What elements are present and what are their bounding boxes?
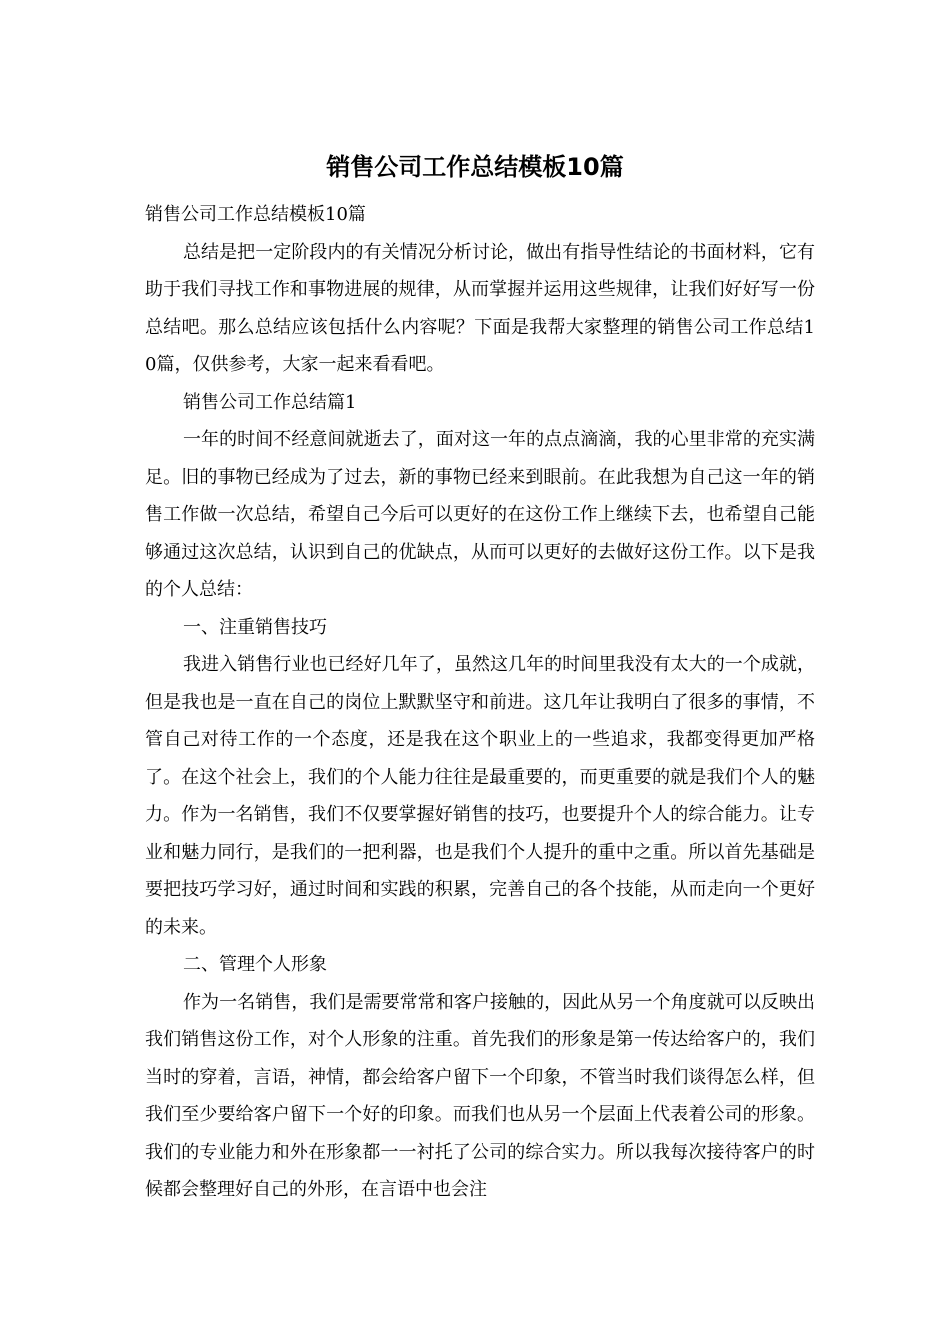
document-subtitle: 销售公司工作总结模板10篇 — [145, 204, 366, 225]
body-paragraph: 我进入销售行业也已经好几年了，虽然这几年的时间里我没有太大的一个成就，但是我也是一直在自己的岗位上默默坚守和前进。这几年让我明白了很多的事情，不管自己对待工作的一个态度，还是我在这个职业上的一些追求，我都变得更加严格了。在这个社会上，我们的个人能力往往是最重要的，而更重要的就是我们个人的魅力。作为一名销售，我们不仅要掌握好销售的技巧，也要提升个人的综合能力。让专业和魅力同行，是我们的一把利器，也是我们个人提升的重中之重。所以首先基础是要把技巧学习好，通过时间和实践的积累，完善自己的各个技能，从而走向一个更好的未来。 — [145, 654, 815, 938]
body-paragraph: 一年的时间不经意间就逝去了，面对这一年的点点滴滴，我的心里非常的充实满足。旧的事物已经成为了过去，新的事物已经来到眼前。在此我想为自己这一年的销售工作做一次总结，希望自己今后可以更好的在这份工作上继续下去，也希望自己能够通过这次总结，认识到自己的优缺点，从而可以更好的去做好这份工作。以下是我的个人总结： — [145, 429, 815, 600]
intro-paragraph: 总结是把一定阶段内的有关情况分析讨论，做出有指导性结论的书面材料，它有助于我们寻找工作和事物进展的规律，从而掌握并运用这些规律，让我们好好写一份总结吧。那么总结应该包括什么内容呢？下面是我帮大家整理的销售公司工作总结10篇，仅供参考，大家一起来看看吧。 — [145, 241, 815, 375]
section-heading-personal-image: 二、管理个人形象 — [183, 954, 327, 975]
document-title: 销售公司工作总结模板10篇 — [326, 153, 624, 181]
document-body — [145, 196, 815, 1209]
section-heading-sales-skills: 一、注重销售技巧 — [183, 616, 327, 638]
section-heading-part-1: 销售公司工作总结篇1 — [183, 391, 357, 413]
body-paragraph: 作为一名销售，我们是需要常常和客户接触的，因此从另一个角度就可以反映出我们销售这份工作，对个人形象的注重。首先我们的形象是第一传达给客户的，我们当时的穿着，言语，神情，都会给客户留下一个印象，不管当时我们谈得怎么样，但我们至少要给客户留下一个好的印象。而我们也从另一个层面上代表着公司的形象。我们的专业能力和外在形象都一一衬托了公司的综合实力。所以我每次接待客户的时候都会整理好自己的外形，在言语中也会注 — [145, 991, 815, 1200]
